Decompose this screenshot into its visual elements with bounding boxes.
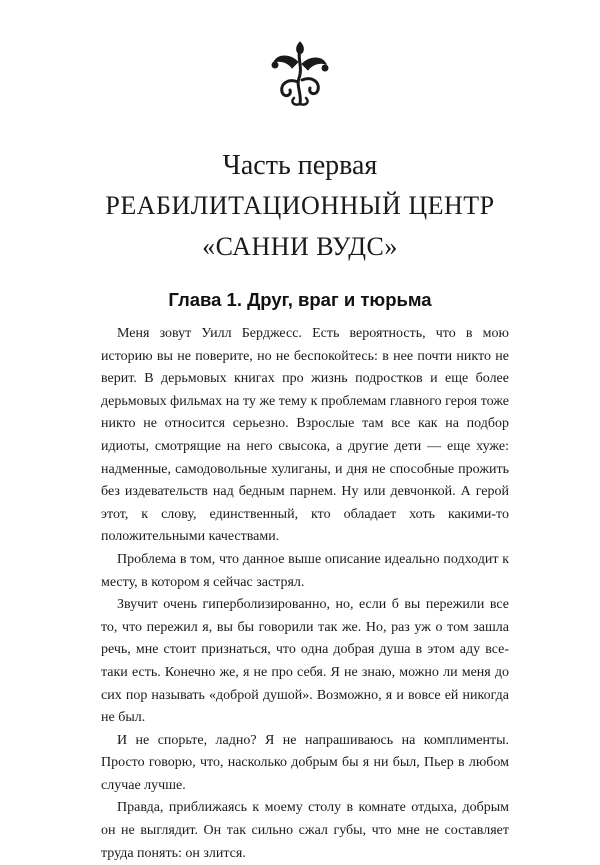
chapter-body [101, 323, 509, 865]
chapter-title: Глава 1. Друг, враг и тюрьма [168, 289, 432, 310]
paragraph: Меня зовут Уилл Берджесс. Есть вероятность, что в мою историю вы не поверите, но не беспокойтесь: в нее почти никто не верит. В дерьмовых книгах про жизнь подростков и еще более дерьмовых фильмах на ту же тему к проблемам главного героя тоже никто не относится серьезно. Взрослые там все как на подбор идиоты, смотрящие на него свысока, а другие дети — еще хуже: надменные, самодовольные хулиганы, и дня не способные прожить без издевательств над бедным парнем. Ну или девчонкой. А герой этот, к слову, единственный, кто обладает хоть какими-то положительными качествами. [101, 326, 509, 545]
paragraph: Правда, приближаясь к моему столу в комнате отдыха, добрым он не выглядит. Он так сильно сжал губы, что мне не составляет труда понять: он злится. [101, 800, 509, 861]
paragraph: Звучит очень гиперболизированно, но, если б вы пережили все то, что пережил я, вы бы говорили так же. Но, раз уж о том зашла речь, мне стоит признаться, что одна добрая душа в этом аду все-таки есть. Конечно же, я не про себя. Я не знаю, можно ли меня до сих пор называть «доброй душой». Возможно, я и вовсе ей никогда не был. [101, 597, 509, 726]
part-subtitle-quoted: «САННИ ВУДС» [202, 232, 398, 261]
part-title: Часть первая [222, 150, 378, 181]
floral-ornament-icon [268, 38, 332, 110]
part-subtitle: РЕАБИЛИТАЦИОННЫЙ ЦЕНТР [105, 191, 495, 220]
paragraph: И не спорьте, ладно? Я не напрашиваюсь на комплименты. Просто говорю, что, насколько добрым бы я ни был, Пьер в любом случае лучше. [101, 732, 509, 793]
paragraph: Проблема в том, что данное выше описание идеально подходит к месту, в котором я сейчас застрял. [101, 551, 509, 590]
